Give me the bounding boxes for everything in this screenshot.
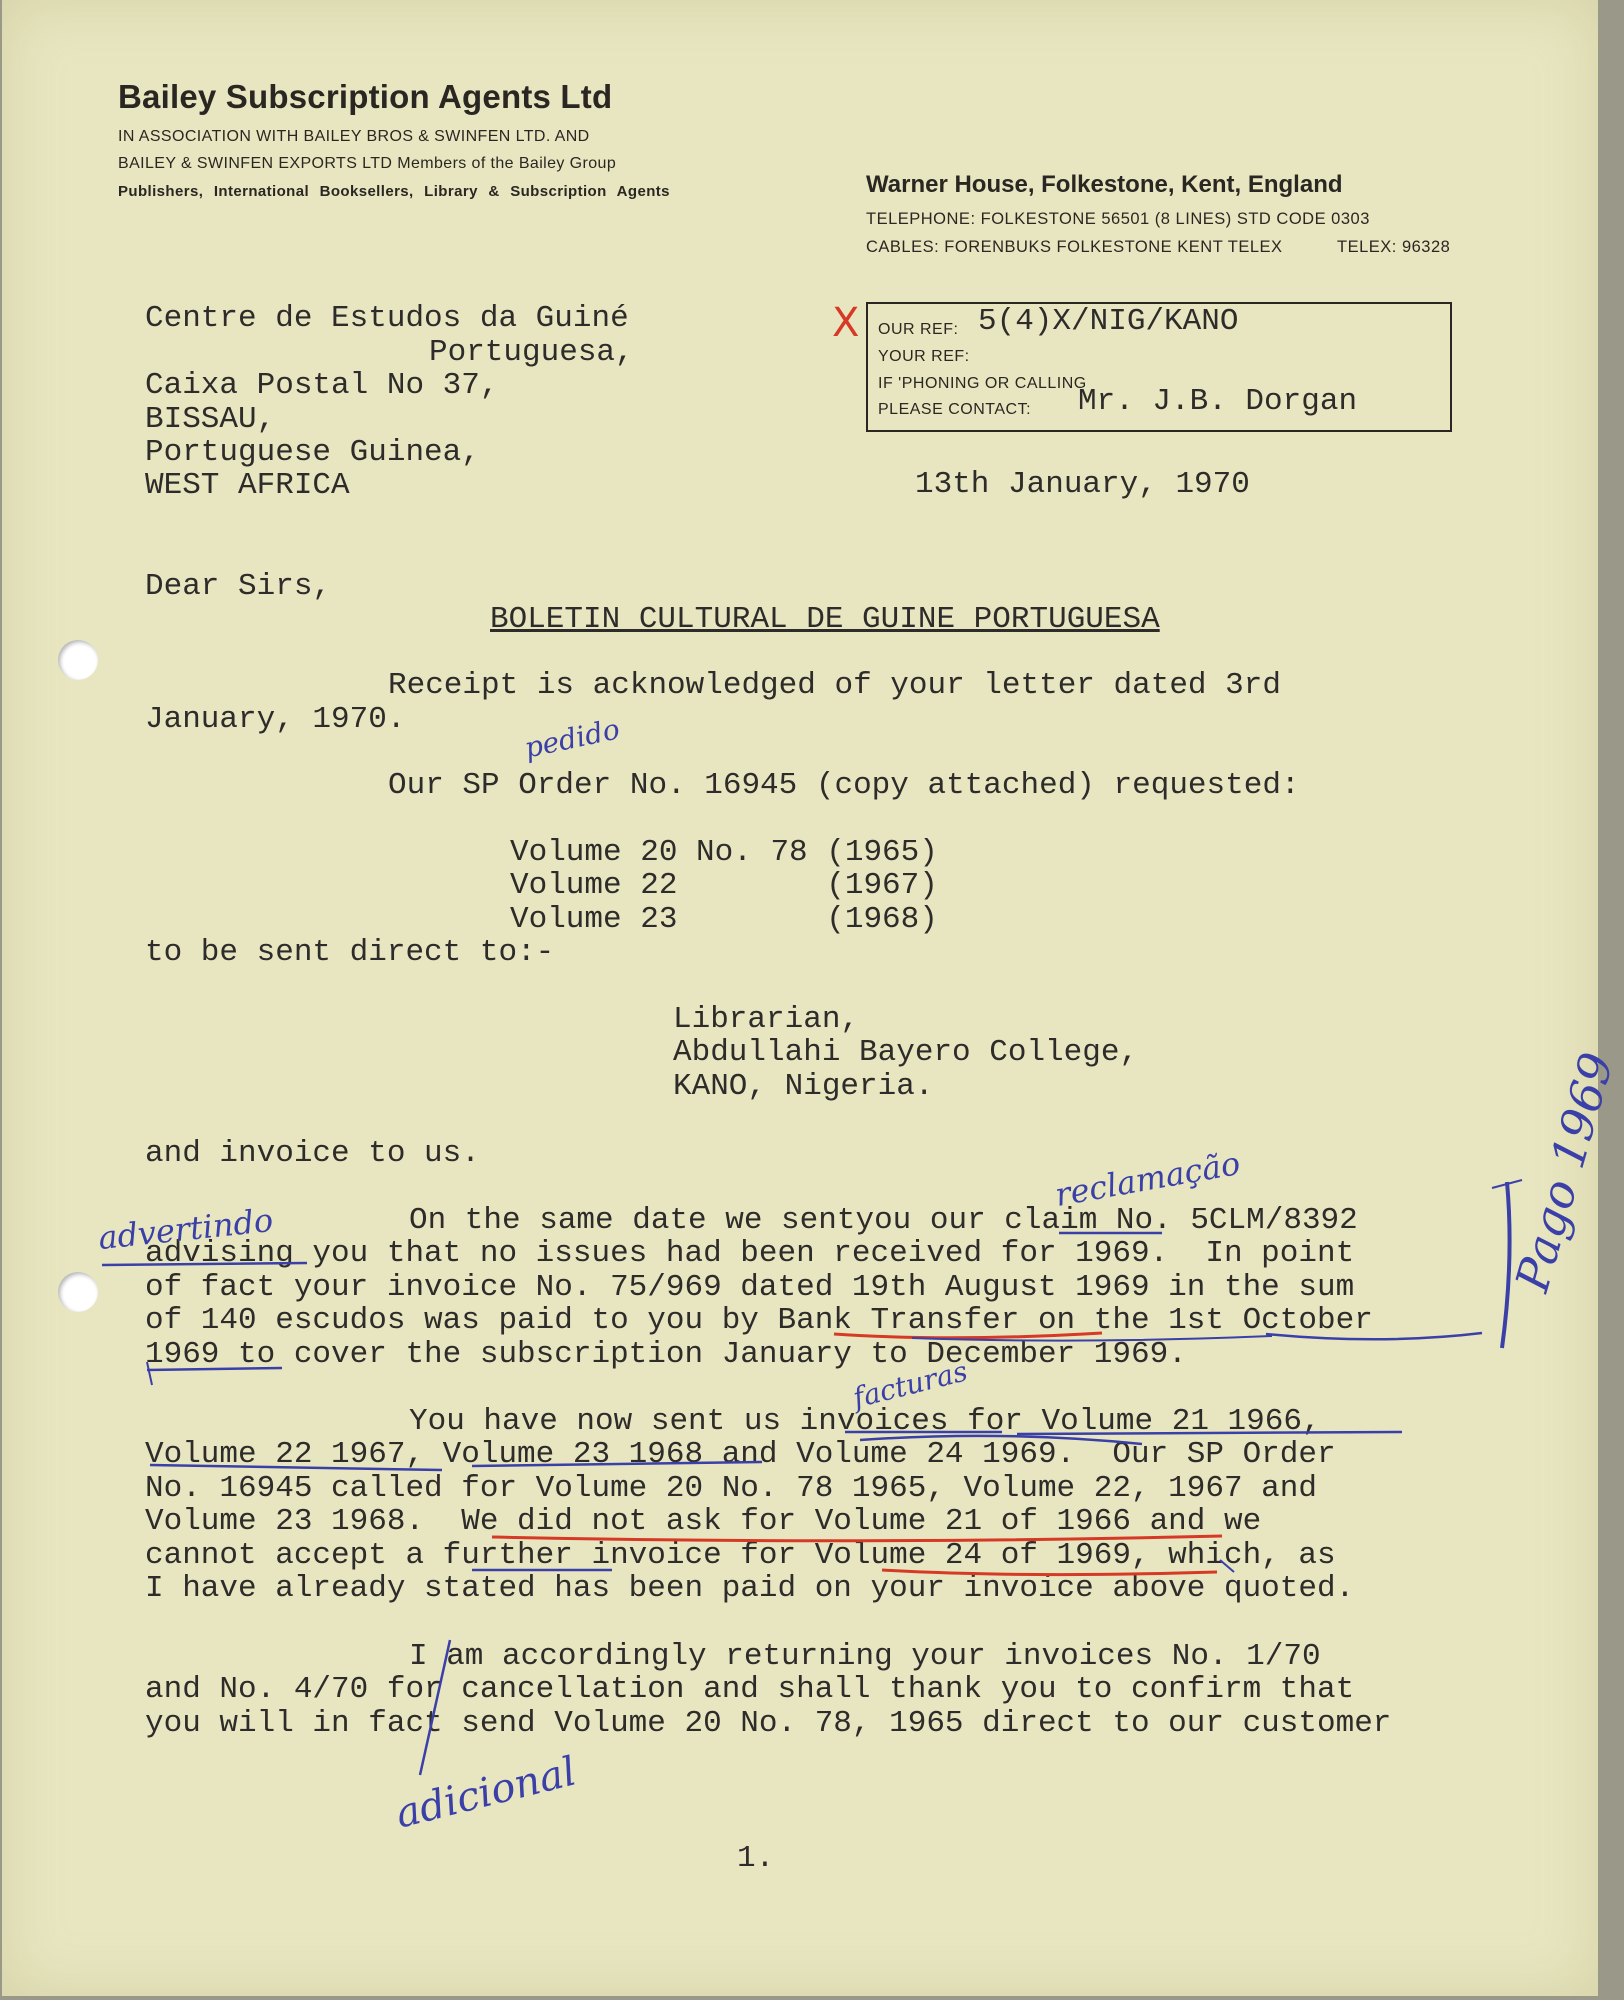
punch-hole-bottom	[58, 1272, 98, 1312]
telephone-line: TELEPHONE: FOLKESTONE 56501 (8 LINES) STD CODE 0303	[866, 210, 1370, 228]
your-ref-label: YOUR REF:	[878, 348, 970, 365]
trades-line: Publishers, International Booksellers, Library & Subscription Agents	[118, 183, 670, 200]
volume-line-2: Volume 22 (1967)	[510, 868, 938, 903]
red-check-mark: X	[832, 300, 860, 346]
para5-line2: and No. 4/70 for cancellation and shall thank you to confirm that	[145, 1672, 1355, 1707]
company-address: Warner House, Folkestone, Kent, England	[866, 171, 1343, 198]
company-name: Bailey Subscription Agents Ltd	[118, 78, 613, 115]
annotation-facturas: facturas	[849, 1354, 971, 1415]
recipient-line-3: Caixa Postal No 37,	[145, 368, 499, 403]
salutation: Dear Sirs,	[145, 569, 332, 604]
para3-line3: of fact your invoice No. 75/969 dated 19th August 1969 in the sum	[145, 1270, 1355, 1305]
our-ref-label: OUR REF:	[878, 321, 959, 338]
para3-line1: On the same date we sentyou our claim No. 5CLM/8392	[409, 1203, 1358, 1238]
recipient-line-1: Centre de Estudos da Guiné	[145, 301, 629, 336]
invoice-to-us-line: and invoice to us.	[145, 1136, 480, 1171]
margin-bracket	[1502, 1182, 1510, 1348]
volume-line-1: Volume 20 No. 78 (1965)	[510, 835, 938, 870]
margin-bracket-top	[1492, 1180, 1522, 1188]
recipient-line-6: WEST AFRICA	[145, 468, 350, 503]
para4-line4: Volume 23 1968. We did not ask for Volume 21 of 1966 and we	[145, 1504, 1262, 1539]
recipient-line-4: BISSAU,	[145, 402, 276, 437]
recipient-line-5: Portuguese Guinea,	[145, 435, 480, 470]
annotation-adicional: adicional	[391, 1748, 581, 1838]
recipient-line-2: Portuguesa,	[429, 335, 634, 370]
cables-line: CABLES: FORENBUKS FOLKESTONE KENT TELEX	[866, 238, 1283, 256]
page-number: 1.	[737, 1841, 775, 1876]
delivery-address-1: Librarian,	[673, 1002, 860, 1037]
our-ref-value: 5(4)X/NIG/KANO	[978, 304, 1239, 339]
delivery-address-2: Abdullahi Bayero College,	[673, 1035, 1139, 1070]
para3-line2: advising you that no issues had been received for 1969. In point	[145, 1236, 1355, 1271]
para4-line6: I have already stated has been paid on your invoice above quoted.	[145, 1571, 1355, 1606]
association-line-1: IN ASSOCIATION WITH BAILEY BROS & SWINFEN LTD. AND	[118, 128, 590, 145]
annotation-pedido: pedido	[521, 712, 623, 765]
para1-line2: January, 1970.	[145, 702, 406, 737]
annotation-advertindo: advertindo	[96, 1200, 275, 1258]
reference-box	[866, 302, 1452, 432]
sent-direct-line: to be sent direct to:-	[145, 935, 555, 970]
letter-page	[2, 0, 1624, 1996]
delivery-address-3: KANO, Nigeria.	[673, 1069, 934, 1104]
para2-line: Our SP Order No. 16945 (copy attached) requested:	[388, 768, 1300, 803]
para3-line5: 1969 to cover the subscription January to December 1969.	[145, 1337, 1187, 1372]
para5-line3: you will in fact send Volume 20 No. 78, 1965 direct to our customer	[145, 1706, 1392, 1741]
para3-line4: of 140 escudos was paid to you by Bank Transfer on the 1st October	[145, 1303, 1373, 1338]
punch-hole-top	[58, 640, 98, 680]
association-line-2: BAILEY & SWINFEN EXPORTS LTD Members of the Bailey Group	[118, 155, 617, 172]
telex-line: TELEX: 96328	[1337, 238, 1451, 256]
para1-line1: Receipt is acknowledged of your letter dated 3rd	[388, 668, 1281, 703]
letter-date: 13th January, 1970	[915, 467, 1250, 502]
annotation-reclamacao: reclamação	[1052, 1144, 1244, 1214]
para4-line3: No. 16945 called for Volume 20 No. 78 1965, Volume 22, 1967 and	[145, 1471, 1317, 1506]
para4-line5: cannot accept a further invoice for Volume 24 of 1969, which, as	[145, 1538, 1336, 1573]
contact-value: Mr. J.B. Dorgan	[1078, 384, 1358, 419]
para5-line1: I am accordingly returning your invoices No. 1/70	[409, 1639, 1321, 1674]
contact-label: PLEASE CONTACT:	[878, 401, 1032, 418]
phoning-label: IF 'PHONING OR CALLING	[878, 375, 1087, 392]
para4-line2: Volume 22 1967, Volume 23 1968 and Volume 24 1969. Our SP Order	[145, 1437, 1336, 1472]
subject-line: BOLETIN CULTURAL DE GUINE PORTUGUESA	[490, 602, 1160, 637]
para4-line1: You have now sent us invoices for Volume 21 1966,	[409, 1404, 1321, 1439]
volume-line-3: Volume 23 (1968)	[510, 902, 938, 937]
annotation-pago-1969: Pago 1969	[1504, 1046, 1624, 1298]
